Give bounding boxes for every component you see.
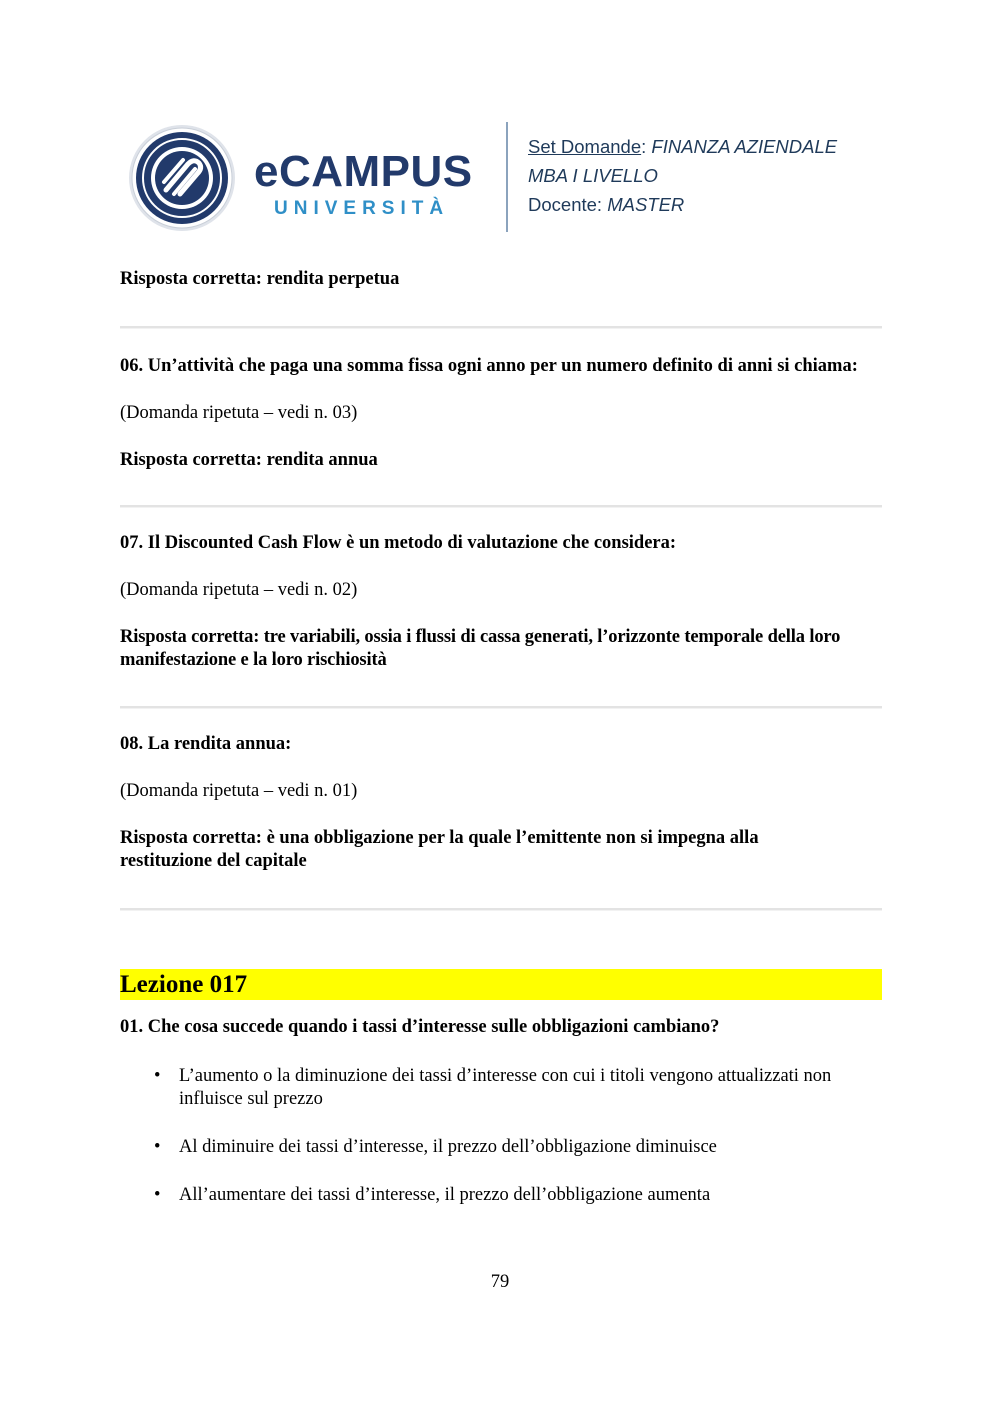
answer-options — [120, 1065, 882, 1207]
question-07: 07. Il Discounted Cash Flow è un metodo di valutazione che considera: — [120, 533, 677, 553]
question-06-answer: Risposta corretta: rendita annua — [120, 450, 378, 470]
bullet: • — [154, 1137, 161, 1157]
page-number: 79 — [490, 1272, 510, 1292]
separator — [120, 706, 882, 709]
separator — [120, 505, 882, 508]
question-07-answer: Risposta corretta: tre variabili, ossia i flussi di cassa generati, l’orizzonte temporale della loro manifestazione e la loro rischiosità — [120, 627, 841, 670]
set-label: Set Domande — [528, 136, 642, 157]
page-header — [128, 122, 888, 234]
document-body — [120, 268, 882, 1207]
set-separator: : — [641, 136, 652, 157]
teacher-value: MASTER — [607, 194, 685, 215]
teacher-line — [528, 190, 837, 219]
bullet: • — [154, 1185, 161, 1205]
header-divider — [506, 122, 508, 232]
question-08: 08. La rendita annua: — [120, 734, 292, 754]
set-value: FINANZA AZIENDALE — [651, 136, 838, 157]
question-06: 06. Un’attività che paga una somma fissa ogni anno per un numero definito di anni si chiama: — [120, 356, 858, 376]
teacher-label: Docente: — [528, 194, 608, 215]
option-text: Al diminuire dei tassi d’interesse, il prezzo dell’obbligazione diminuisce — [179, 1137, 717, 1157]
question-08-note: (Domanda ripetuta – vedi n. 01) — [120, 781, 358, 801]
header-course-info — [528, 132, 837, 219]
question-08-answer: Risposta corretta: è una obbligazione per la quale l’emittente non si impegna alla restituzione del capitale — [120, 828, 759, 871]
set-line — [528, 132, 837, 161]
lesson-heading: Lezione 017 — [120, 969, 882, 1000]
question-06-note: (Domanda ripetuta – vedi n. 03) — [120, 403, 358, 423]
option-text: L’aumento o la diminuzione dei tassi d’interesse con cui i titoli vengono attualizzati non influisce sul prezzo — [179, 1066, 832, 1109]
brand-subtitle: UNIVERSITÀ — [274, 198, 450, 219]
option-text: All’aumentare dei tassi d’interesse, il prezzo dell’obbligazione aumenta — [179, 1185, 711, 1205]
level-line: MBA I LIVELLO — [528, 165, 658, 186]
list-item — [120, 1136, 882, 1159]
separator — [120, 908, 882, 911]
list-item — [120, 1184, 882, 1207]
list-item — [120, 1065, 882, 1111]
previous-answer: Risposta corretta: rendita perpetua — [120, 269, 400, 289]
university-seal-logo — [128, 124, 236, 232]
bullet: • — [154, 1066, 161, 1086]
separator — [120, 326, 882, 329]
lesson-question-01: 01. Che cosa succede quando i tassi d’interesse sulle obbligazioni cambiano? — [120, 1017, 720, 1037]
brand-name: eCAMPUS — [254, 147, 473, 196]
question-07-note: (Domanda ripetuta – vedi n. 02) — [120, 580, 358, 600]
university-wordmark — [254, 147, 473, 220]
